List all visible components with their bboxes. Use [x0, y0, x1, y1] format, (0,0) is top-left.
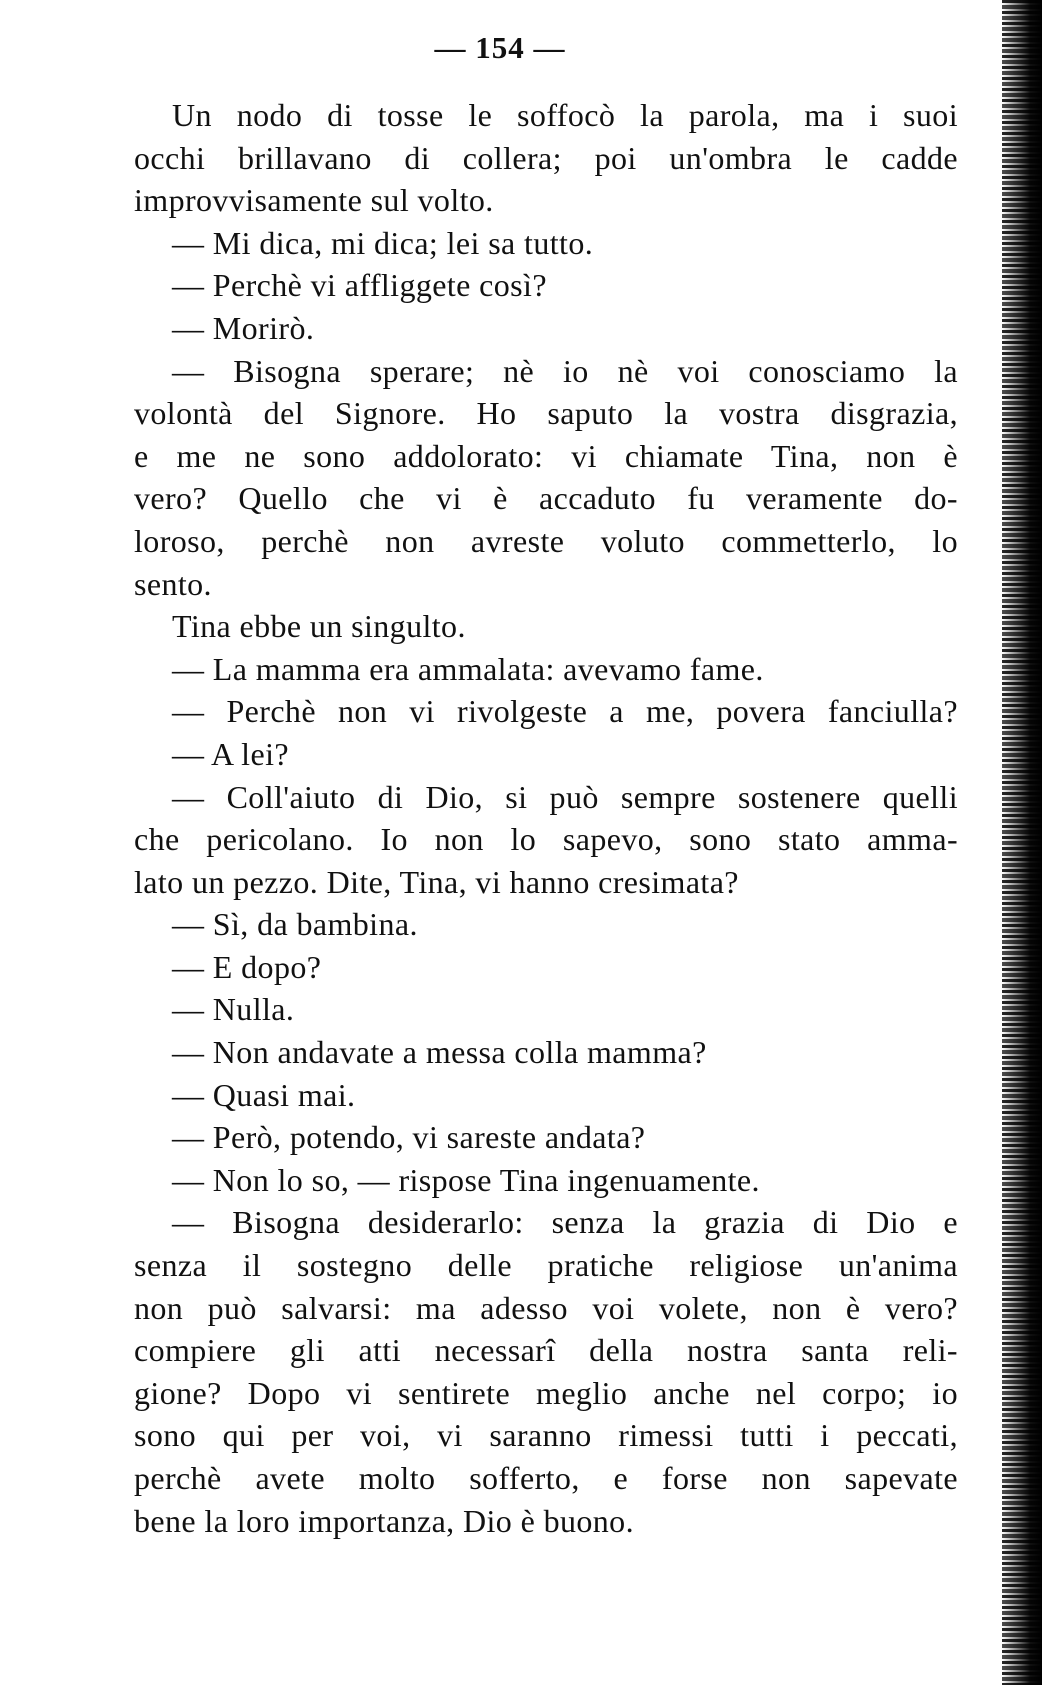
text-line: senza il sostegno delle pratiche religiose un'anima — [134, 1247, 958, 1284]
text-line: perchè avete molto sofferto, e forse non sapevate — [134, 1460, 958, 1496]
text-line: — Bisogna sperare; nè io nè voi conosciamo la — [172, 352, 958, 389]
text-line: vero? Quello che vi è accaduto fu veramente do- — [134, 480, 958, 517]
text-line: — A lei? — [172, 735, 289, 772]
text-line: che pericolano. Io non lo sapevo, sono stato amma- — [134, 821, 958, 858]
text-line: — Però, potendo, vi sareste andata? — [172, 1119, 646, 1156]
text-line: volontà del Signore. Ho saputo la vostra disgrazia, — [134, 395, 958, 432]
text-line: loroso, perchè non avreste voluto commetterlo, lo — [134, 522, 958, 559]
text-line: — Sì, da bambina. — [172, 906, 418, 943]
text-line: sento. — [134, 565, 212, 602]
body-text — [134, 94, 958, 1542]
text-line: non può salvarsi: ma adesso voi volete, non è vero? — [134, 1289, 958, 1326]
text-line: Tina ebbe un singulto. — [172, 608, 466, 645]
text-line: compiere gli atti necessarî della nostra santa reli- — [134, 1332, 958, 1369]
text-line: — Nulla. — [172, 991, 295, 1028]
text-line: — E dopo? — [172, 948, 322, 985]
text-line: — Coll'aiuto di Dio, si può sempre sostenere quelli — [172, 778, 958, 815]
text-line: gione? Dopo vi sentirete meglio anche nel corpo; io — [134, 1374, 958, 1411]
text-line: — Perchè vi affliggete così? — [172, 267, 547, 304]
text-line: improvvisamente sul volto. — [134, 182, 494, 219]
text-line: sono qui per voi, vi saranno rimessi tutti i peccati, — [134, 1417, 958, 1454]
text-line: e me ne sono addolorato: vi chiamate Tina, non è — [134, 437, 958, 474]
text-line: — Morirò. — [172, 309, 315, 346]
text-line: — La mamma era ammalata: avevamo fame. — [172, 650, 764, 687]
text-line: — Mi dica, mi dica; lei sa tutto. — [172, 224, 594, 261]
text-line: bene la loro importanza, Dio è buono. — [134, 1502, 634, 1539]
text-line: — Quasi mai. — [172, 1076, 356, 1113]
text-line: — Non andavate a messa colla mamma? — [172, 1034, 707, 1071]
text-line: — Non lo so, — rispose Tina ingenuamente. — [172, 1161, 760, 1198]
text-line: Un nodo di tosse le soffocò la parola, ma i suoi — [172, 97, 958, 133]
text-line: occhi brillavano di collera; poi un'ombra le cadde — [134, 139, 958, 176]
page-number: — 154 — — [434, 30, 566, 65]
text-line: — Bisogna desiderarlo: senza la grazia di Dio e — [172, 1204, 958, 1241]
page-edge-scan-shadow — [1002, 0, 1042, 1685]
text-line: lato un pezzo. Dite, Tina, vi hanno cresimata? — [134, 863, 739, 900]
text-line: — Perchè non vi rivolgeste a me, povera fanciulla? — [172, 693, 958, 730]
